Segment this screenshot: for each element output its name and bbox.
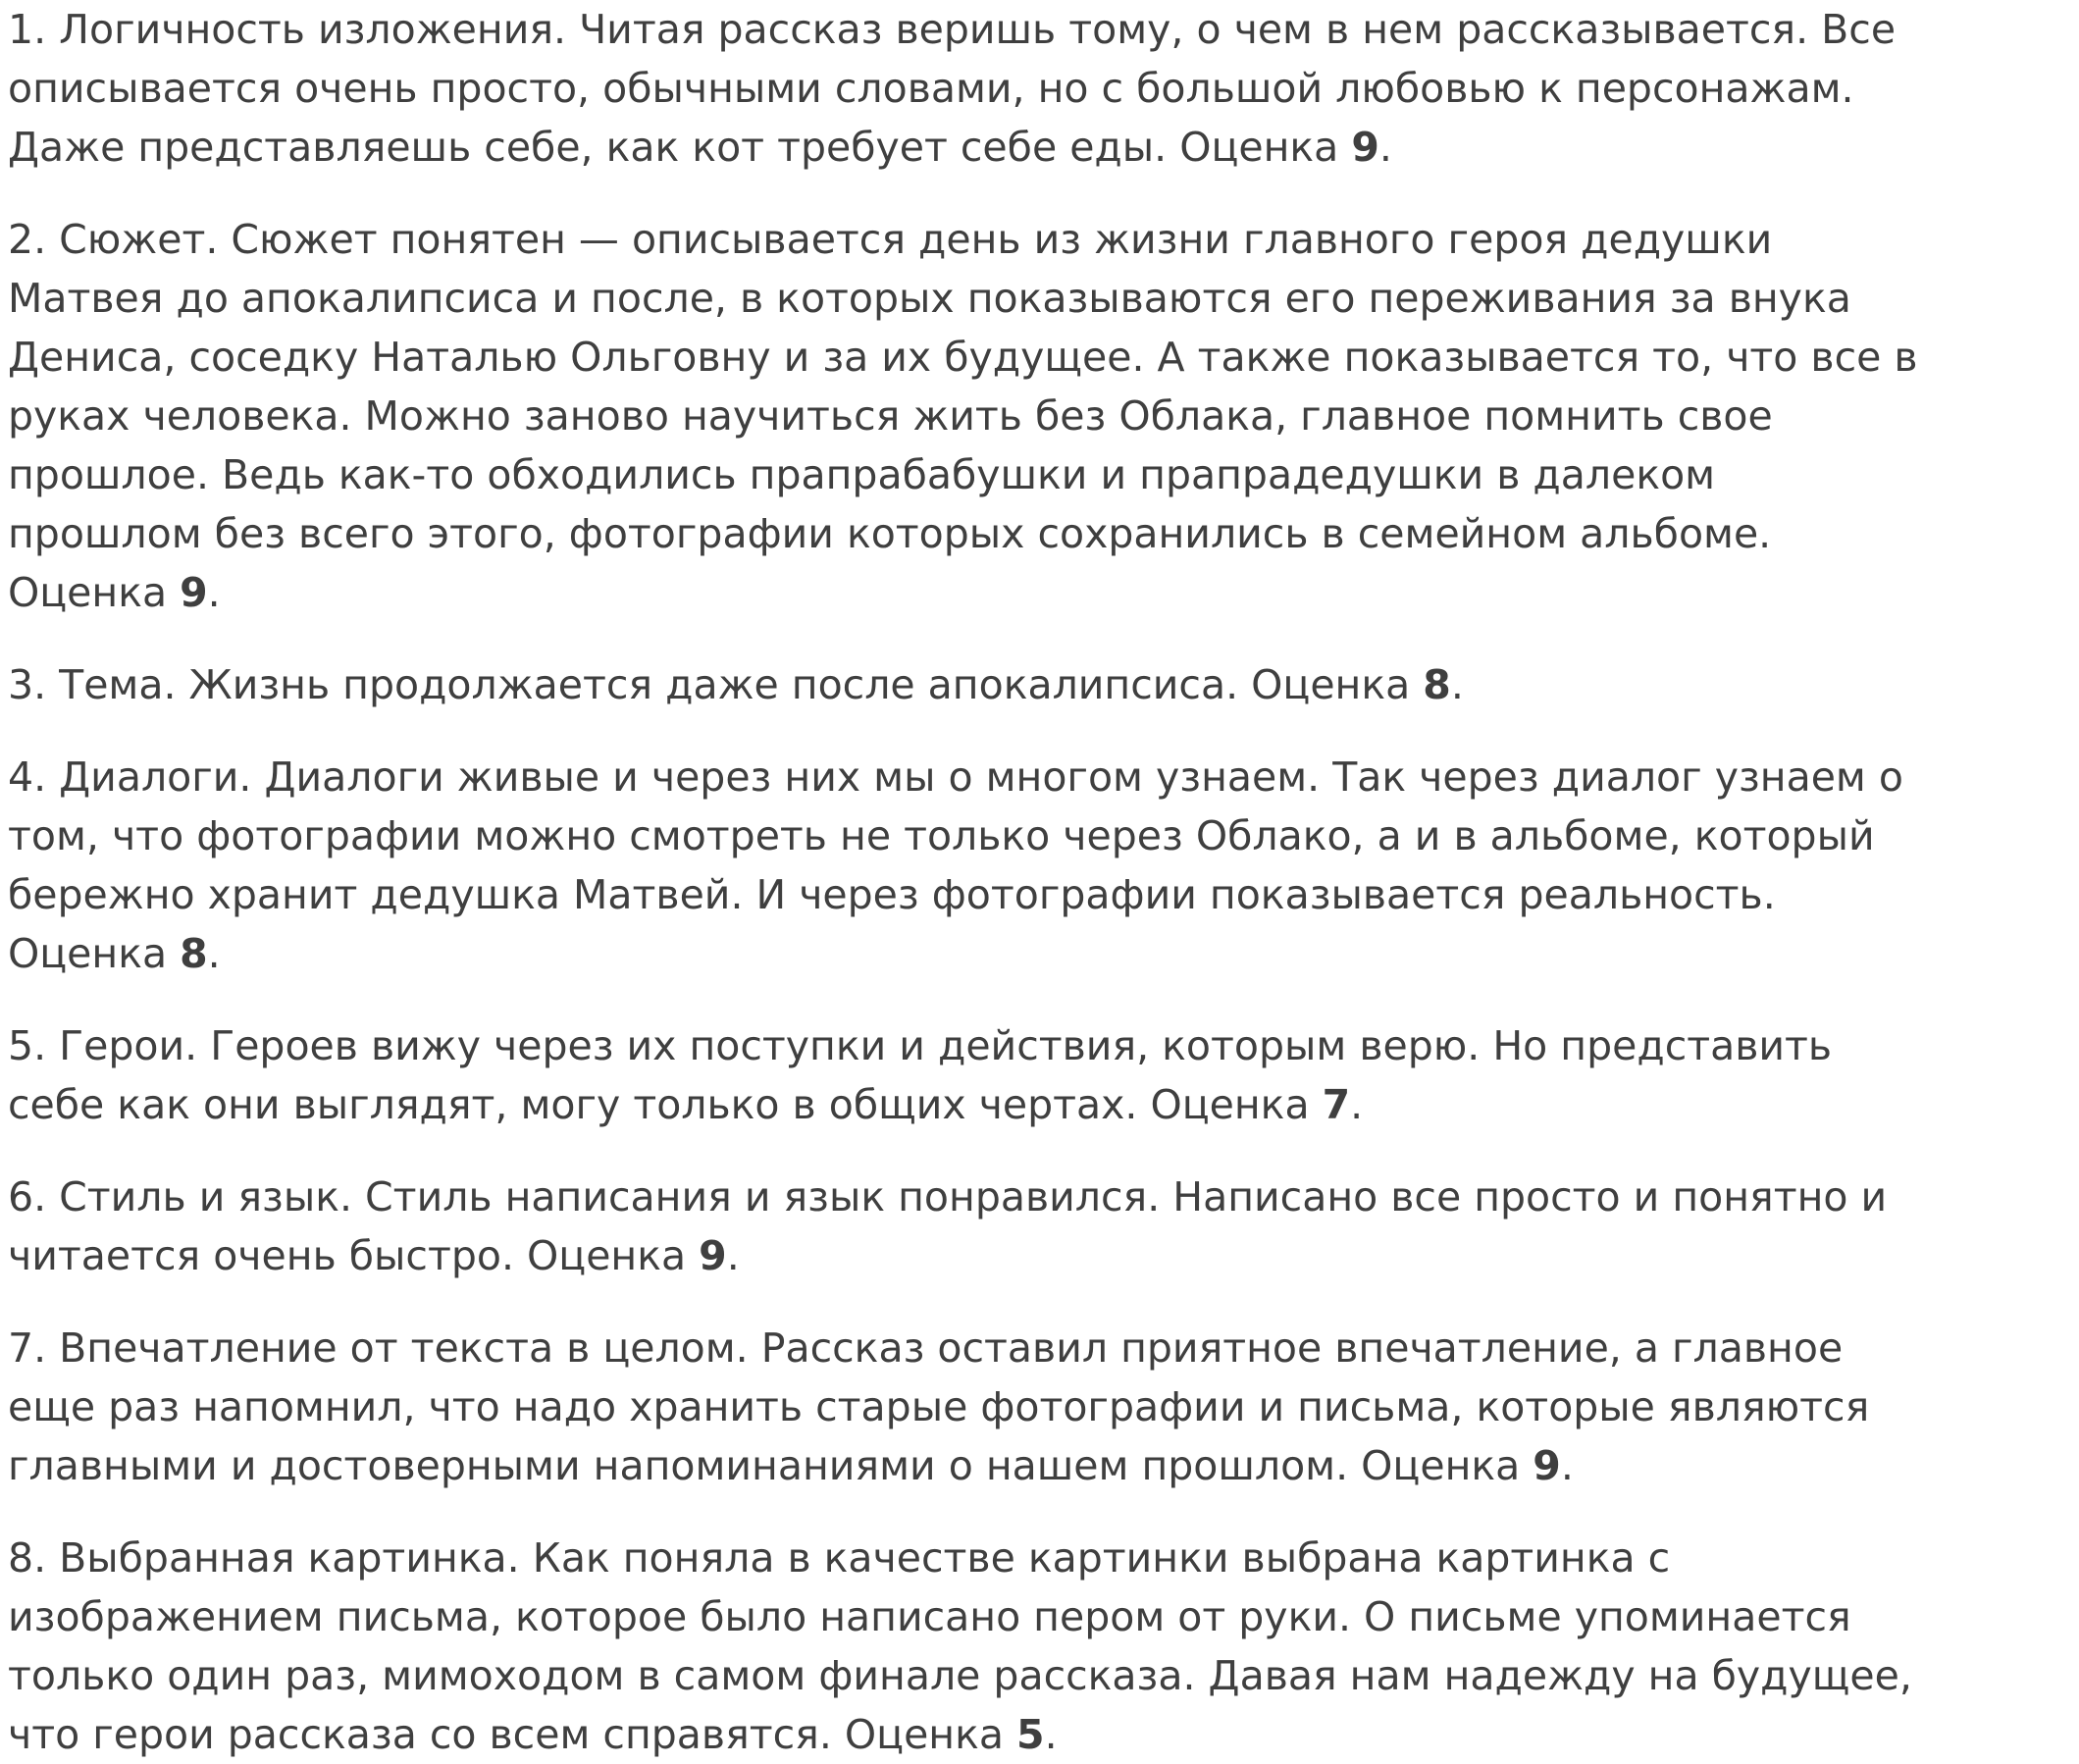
review-suffix: . [1350,1081,1364,1128]
review-item-theme [8,655,2073,714]
review-text: 2. Сюжет. Сюжет понятен — описывается день из жизни главного героя дедушки Матвея до апокалипсиса и после, в которых показываются его переживания за внука Дениса, соседку Наталью Ольговну и за их будущее. А также показывается то, что все в руках человека. Можно заново научиться жить без Облака, главное помнить свое прошлое. Ведь как-то обходились прапрабабушки и прапрадедушки в далеком прошлом без всего этого, фотографии которых сохранились в семейном альбоме. Оценка [8,216,1918,616]
review-suffix: . [1560,1442,1574,1489]
review-score: 9 [699,1232,727,1279]
review-score: 9 [1351,124,1379,171]
review-text: 1. Логичность изложения. Читая рассказ веришь тому, о чем в нем рассказывается. Все описывается очень просто, обычными словами, но с большой любовью к персонажам. Даже представляешь себе, как кот требует себе еды. Оценка [8,6,1897,171]
review-text: 7. Впечатление от текста в целом. Рассказ оставил приятное впечатление, а главное еще раз напомнил, что надо хранить старые фотографии и письма, которые являются главными и достоверными напоминаниями о нашем прошлом. Оценка [8,1324,1870,1489]
review-suffix: . [207,930,221,977]
review-score: 7 [1322,1081,1351,1128]
review-item-style-language [8,1167,2073,1285]
review-text: 3. Тема. Жизнь продолжается даже после апокалипсиса. Оценка [8,661,1424,708]
review-text: 6. Стиль и язык. Стиль написания и язык понравился. Написано все просто и понятно и читается очень быстро. Оценка [8,1173,1888,1279]
review-text: 5. Герои. Героев вижу через их поступки и действия, которым верю. Но представить себе как они выглядят, могу только в общих чертах. Оценка [8,1022,1833,1128]
review-text: 8. Выбранная картинка. Как поняла в качестве картинки выбрана картинка с изображением письма, которое было написано пером от руки. О письме упоминается только один раз, мимоходом в самом финале рассказа. Давая нам надежду на будущее, что герои рассказа со всем справятся. Оценка [8,1534,1912,1758]
review-suffix: . [1450,661,1464,708]
review-item-impression [8,1319,2073,1495]
review-item-plot [8,210,2073,622]
review-suffix: . [1378,124,1392,171]
review-item-logic [8,0,2073,177]
review-score: 5 [1016,1711,1045,1758]
review-suffix: . [207,569,221,616]
review-score: 9 [180,569,208,616]
review-item-heroes [8,1016,2073,1134]
review-item-dialogues [8,748,2073,983]
review-text: 4. Диалоги. Диалоги живые и через них мы о многом узнаем. Так через диалог узнаем о том, что фотографии можно смотреть не только через Облако, а и в альбоме, который бережно хранит дедушка Матвей. И через фотографии показывается реальность. Оценка [8,753,1903,977]
review-score: 8 [1423,661,1451,708]
review-suffix: . [1044,1711,1058,1758]
review-item-picture [8,1529,2073,1764]
review-score: 9 [1533,1442,1561,1489]
review-score: 8 [180,930,208,977]
review-suffix: . [726,1232,740,1279]
